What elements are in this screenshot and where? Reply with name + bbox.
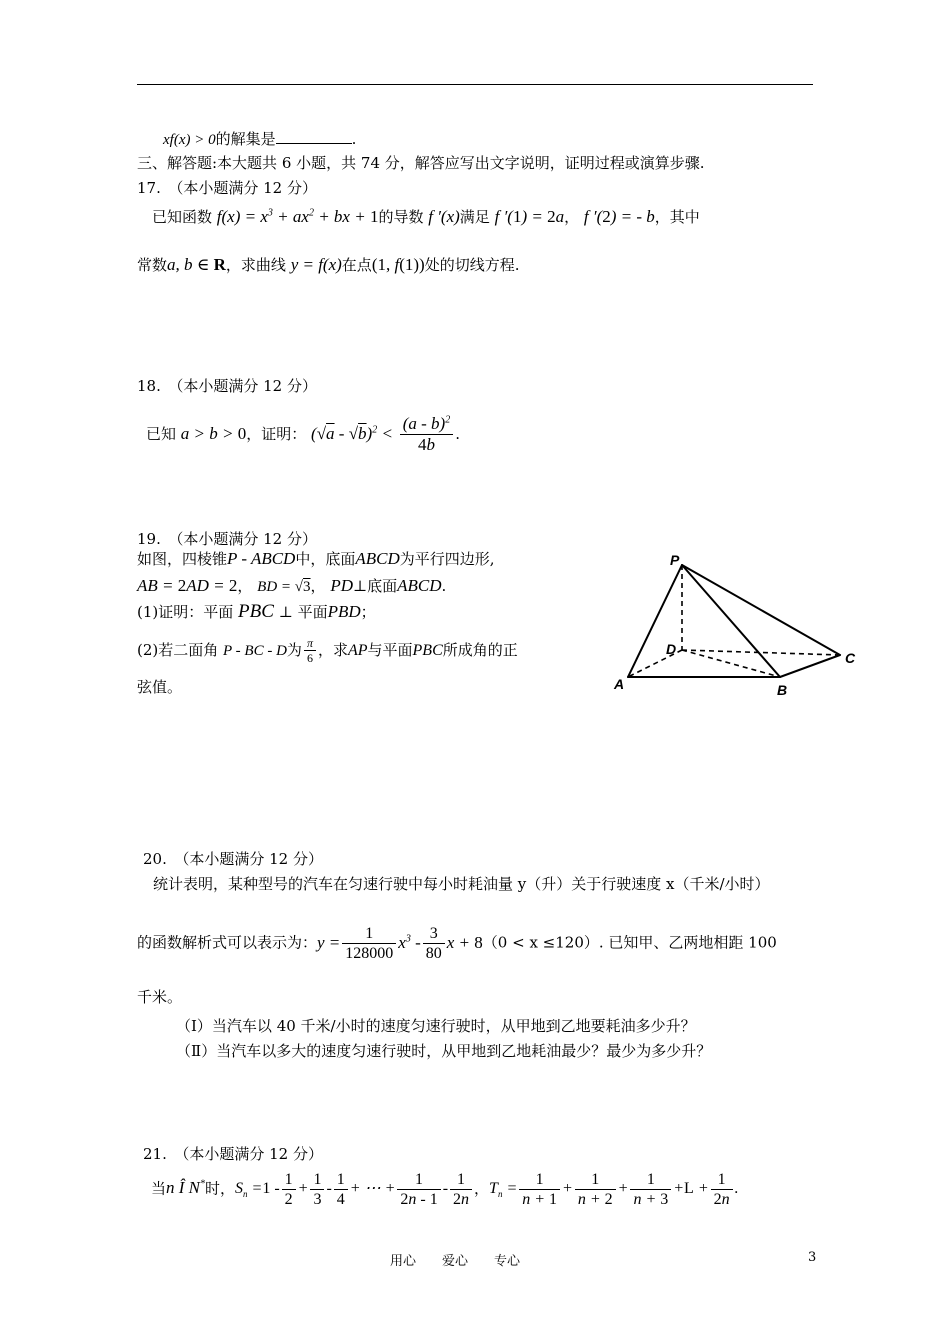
vertex-label-p: P (670, 552, 680, 568)
q17-header: 17. （本小题满分 12 分） (137, 179, 317, 197)
q19-text: 为 (286, 640, 302, 659)
edge-db-hidden (682, 650, 780, 677)
vertex-label-c: C (845, 650, 856, 666)
q19-text: (2)若二面角 (137, 640, 219, 659)
vertex-label-d: D (666, 641, 677, 657)
q17-cond1: f ′(1) = 2a (494, 207, 565, 226)
q21-n-in-n: n Î N* (166, 1178, 206, 1198)
q17-text: ， (564, 208, 580, 226)
q19-text: ，求 (317, 640, 348, 659)
q17-text: 已知函数 (152, 208, 213, 226)
vertex-label-b: B (777, 682, 788, 698)
q16-text: 的解集是 (215, 130, 276, 148)
q19-base2: ABCD (397, 576, 442, 595)
header-rule (137, 84, 813, 85)
edge-pb (682, 565, 780, 677)
q19-text: 底面 (367, 577, 398, 595)
q17-text: 在点 (341, 256, 372, 274)
q21-sn: $S_n =1$ - $\frac{1}{2}$ + $\frac{1}{3}$ - $\frac{1}{4}$ + ⋯ + $\frac{1}{2n - 1}$ - $\frac{1}{2n}$ (235, 1180, 474, 1197)
q19-pyramid: P - ABCD (227, 549, 296, 568)
q20-text: 的函数解析式可以表示为： (137, 933, 318, 952)
vertex-label-a: A (614, 676, 625, 692)
q19-part2 (137, 636, 518, 666)
q18-inequality: (√a - √b)$^2$ < (311, 423, 393, 443)
q21-body (151, 1170, 739, 1209)
q19-pbc: PBC (412, 641, 443, 659)
q19-ap: AP (347, 641, 368, 659)
q20-item1: （Ⅰ）当汽车以 40 千米/小时的速度匀速行驶时，从甲地到乙地要耗油多少升？ (176, 1017, 696, 1035)
edge-bc (780, 655, 840, 677)
q19-text: 平面 (297, 603, 328, 621)
q20-line1: 统计表明，某种型号的汽车在匀速行驶中每小时耗油量 y（升）关于行驶速度 x（千米/小时） (153, 875, 770, 893)
q19-ab: AB = 2AD = 2 (137, 576, 238, 595)
q17-text: 处的切线方程. (424, 256, 520, 274)
q20-item2: （Ⅱ）当汽车以多大的速度匀速行驶时，从甲地到乙地耗油最少？最少为多少升？ (176, 1042, 712, 1060)
q19-base: ABCD (355, 549, 400, 568)
q19-line1 (137, 549, 495, 569)
q16-tail (163, 129, 356, 149)
q20-formula: y = $\frac{1}{128000}$ $x^3$ - $\frac{3}{80}$ x + 8 (317, 925, 483, 963)
q17-text: 的导数 (378, 208, 424, 226)
q17-text: ，求曲线 (225, 256, 286, 274)
q19-plane-pbd: PBD (327, 602, 361, 621)
q18-condition: a > b > 0 (180, 423, 247, 443)
q19-text: 如图，四棱锥 (137, 550, 228, 568)
answer-blank[interactable] (276, 129, 352, 144)
q19-header: 19. （本小题满分 12 分） (137, 530, 317, 548)
q16-expr: xf(x) > 0 (163, 132, 216, 148)
q17-line2 (137, 255, 519, 275)
q17-line1 (152, 207, 700, 227)
q17-cond2: f ′(2) = - b (583, 207, 655, 226)
q19-text: 为平行四边形, (399, 550, 495, 568)
q17-derivative: f ′(x) (428, 207, 460, 226)
q17-text: 满足 (459, 208, 490, 226)
q19-part2-end: 弦值。 (137, 678, 183, 696)
q19-text: 所成角的正 (442, 640, 518, 659)
q21-text: 当 (151, 1179, 167, 1198)
q18-header: 18. （本小题满分 12 分） (137, 377, 317, 395)
q21-tn: $T_n$ = $\frac{1}{n + 1}$ + $\frac{1}{n + 2}$ + $\frac{1}{n + 3}$ +L + $\frac{1}{2n}$ . (489, 1171, 739, 1209)
q19-text: (1)证明：平面 (137, 603, 234, 621)
footer-text: 用心 爱心 专心 (390, 1254, 521, 1269)
pyramid-figure (600, 545, 870, 705)
q19-bd: BD = √3 (257, 579, 311, 595)
q18-text: 已知 (146, 424, 177, 443)
q19-dihedral: P - BC - D (223, 642, 287, 659)
q18-fraction: $\frac{(a - b)^2}{4b}$ (400, 414, 453, 456)
q18-body: 已知 a > b > 0，证明： (√a - √b)$^2$ < $\frac{(a - b)^2}{4b}$ . (146, 414, 460, 455)
edge-pc (682, 565, 840, 655)
q20-text: （0 < x ≤120）. 已知甲、乙两地相距 100 (482, 933, 777, 952)
q21-text: 时， (205, 1179, 236, 1198)
q21-text: ， (474, 1179, 490, 1198)
q19-angle: $\frac{\pi}{6}$ (304, 636, 316, 666)
q17-function: $f(x) = x^3 + ax^2$ + bx + 1 (216, 207, 379, 226)
section-3-heading: 三、解答题:本大题共 6 小题，共 74 分，解答应写出文字说明，证明过程或演算步骤. (137, 154, 705, 172)
q16-end: . (351, 130, 357, 148)
q19-part1: (1)证明：平面 PBC ⊥ 平面PBD； (137, 601, 376, 622)
q20-header: 20. （本小题满分 12 分） (143, 850, 323, 868)
q17-text: 常数 (137, 256, 168, 274)
q17-curve: y = f(x) (290, 255, 342, 274)
q19-pd: PD (330, 576, 353, 595)
q17-point: (1, f(1)) (371, 255, 425, 274)
q21-header: 21. （本小题满分 12 分） (143, 1145, 323, 1163)
q19-text: 与平面 (367, 640, 413, 659)
q20-line3: 千米。 (137, 988, 183, 1006)
page-number: 3 (808, 1250, 817, 1265)
edge-pa (628, 565, 682, 677)
q19-plane-pbc: PBC (238, 601, 274, 622)
q20-line2 (137, 924, 777, 963)
q19-line2: AB = 2AD = 2， BD = √3， PD⊥底面ABCD. (137, 576, 447, 595)
q19-text: 中，底面 (295, 550, 356, 568)
q17-text: ，其中 (654, 208, 700, 226)
q18-text: ，证明： (246, 424, 307, 443)
q17-ab-real: a, b ∈ R (167, 255, 226, 274)
